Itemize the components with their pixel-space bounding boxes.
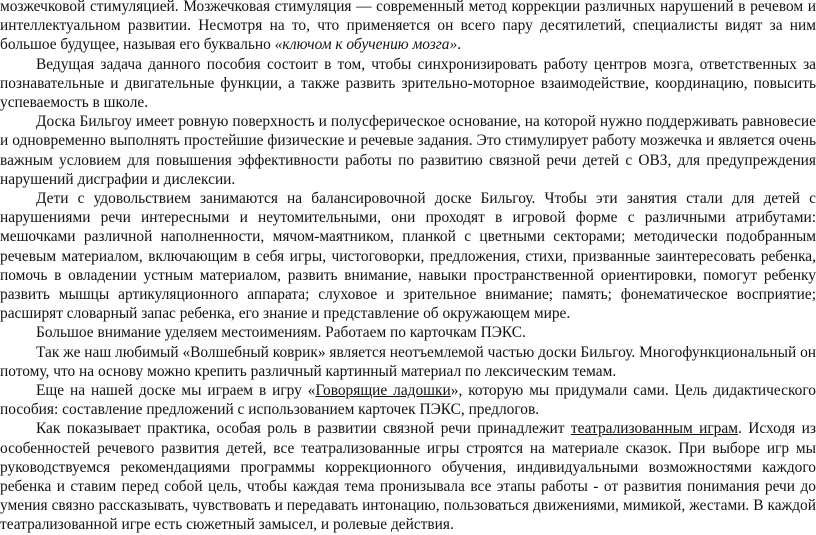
paragraph-7-text-end: », которую мы придумали сами. Цель дидактического пособия: составление предложений с использованием карточек ПЭКС, предлогов. <box>0 382 816 419</box>
talking-palms-link[interactable]: Говорящие ладошки <box>315 382 451 400</box>
paragraph-1-end: . <box>457 36 462 54</box>
paragraph-5-text: Большое внимание уделяем местоимениям. Работаем по карточкам ПЭКС. <box>36 324 526 342</box>
paragraph-8 <box>0 419 816 534</box>
paragraph-4 <box>0 189 816 323</box>
paragraph-5 <box>0 323 816 342</box>
paragraph-8-text-start: Как показывает практика, особая роль в развитии связной речи принадлежит <box>36 420 571 438</box>
paragraph-8-text-end: . Исходя из особенностей речевого развития детей, все театрализованные игры строятся на материале сказок. При выборе игр мы руководствуемся рекомендациями программы коррекционного обучения, индивидуальными возможностями каждого ребенка и ставим перед собой цель, чтобы каждая тема пронизывала все этапы работы - от развития понимания речи до умения связно рассказывать, чувствовать и передавать интонацию, пользоваться движениями, мимикой, жестами. В каждой театрализованной игре есть сюжетный замысел, и ролевые действия. <box>0 420 816 534</box>
paragraph-2-text: Ведущая задача данного пособия состоит в том, чтобы синхронизировать работу центров мозга, ответственных за познавательные и двигательные функции, а также развить зрительно-моторное взаимодействие, координацию, повысить успеваемость в школе. <box>0 55 816 112</box>
paragraph-1-text: мозжечковой стимуляцией. Мозжечковая стимуляция — современный метод коррекции различных нарушений в речевом и интеллектуальном развитии. Несмотря на то, что применяется он всего пару десятилетий, специалисты видят за ним большое будущее, называя его буквально <box>0 0 816 54</box>
key-to-brain-learning-phrase: «ключом к обучению мозга» <box>274 36 458 54</box>
paragraph-7 <box>0 381 816 419</box>
paragraph-2 <box>0 55 816 113</box>
paragraph-1 <box>0 0 816 55</box>
paragraph-3 <box>0 112 816 189</box>
theatrical-games-link[interactable]: театрализованным играм <box>570 420 738 438</box>
paragraph-7-text-start: Еще на нашей доске мы играем в игру « <box>36 382 316 400</box>
paragraph-6 <box>0 343 816 381</box>
paragraph-4-text: Дети с удовольствием занимаются на балансировочной доске Бильгоу. Чтобы эти занятия стали для детей с нарушениями речи интересными и неутомительными, они проходят в игровой форме с различными атрибутами: мешочками различной наполненности, мячом-маятником, планкой с цветными секторами; методически подобранным речевым материалом, включающим в себя игры, чистоговорки, предложения, стихи, призванные заинтересовать ребенка, помочь в овладении устным материалом, развить внимание, навыки пространственной ориентировки, помогут ребенку развить мышцы артикуляционного аппарата; слуховое и зрительное внимание; память; фонематическое восприятие; расширят словарный запас ребенка, его знание и представление об окружающем мире. <box>0 190 816 323</box>
paragraph-3-text: Доска Бильгоу имеет ровную поверхность и полусферическое основание, на которой нужно поддерживать равновесие и одновременно выполнять простейшие физические и речевые задания. Это стимулирует работу мозжечка и является очень важным условием для повышения эффективности работы по развитию связной речи детей с ОВЗ, для предупреждения нарушений дисграфии и дислексии. <box>0 113 816 188</box>
paragraph-6-text: Так же наш любимый «Волшебный коврик» является неотъемлемой частью доски Бильгоу. Многофункциональный он потому, что на основу можно крепить различный картинный материал по лексическим темам. <box>0 343 816 380</box>
